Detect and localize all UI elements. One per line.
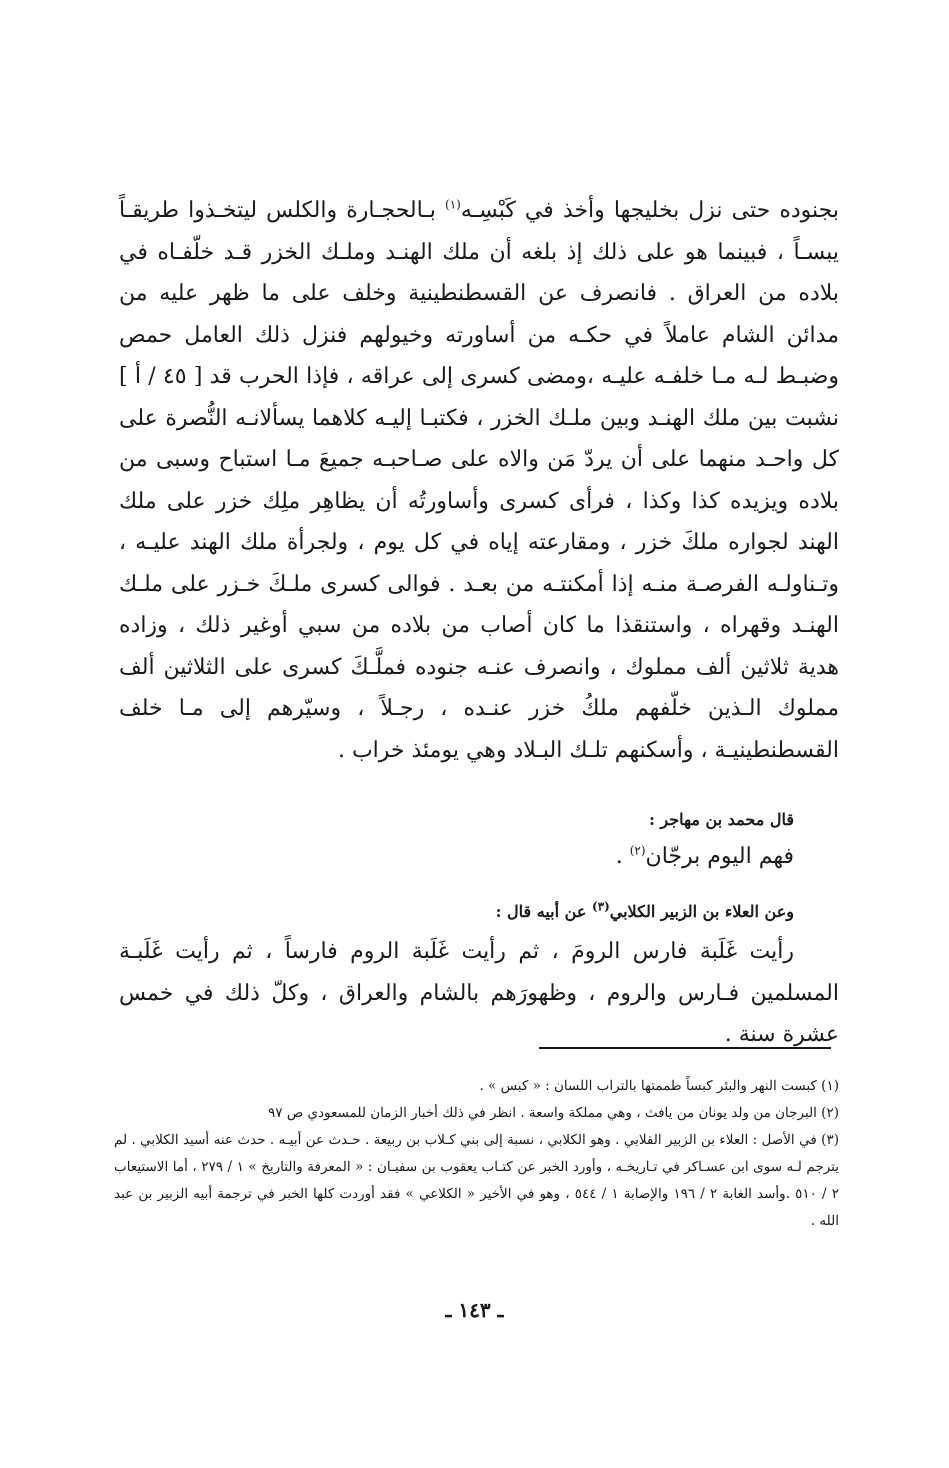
main-paragraph-part-1: بجنوده حتى نزل بخليجها وأخذ في كَبْسِـه — [460, 198, 839, 223]
body-text — [119, 190, 839, 1056]
footnote-ref-2: (٢) — [629, 843, 646, 858]
footnote-1: (١) كبست النهر والبئر كبساً طممتها بالتراب اللسان : « كبس » . — [479, 1078, 839, 1094]
speaker-1-quote-end: . — [615, 844, 630, 869]
footnote-3: (٣) في الأصل : العلاء بن الزبير القلابي . وهو الكلابي ، نسبة إلى بني كـلاب بن ربيعة . حـدث عن أبيـه . حدث عنه أسيد الكلابي . لم يترجم لـه سوى ابن عسـاكر في تـاريخـه ، وأورد الخبر عن كتـاب يعقوب بن سفيـان : « المعرفة والتاريخ » ١ / ٢٧٩ ، أما الاستيعاب ٢ / ٥١٠ .وأسد الغابة ٢ / ١٩٦ والإصابة ١ / ٥٤٤ ، وهو في الأخير « الكلاعي » فقد أوردت كلها الخبر في ترجمة أبيه الزبير بن عبد الله . — [114, 1132, 839, 1229]
main-paragraph — [119, 190, 839, 771]
page-number: ـ ١٤٣ ـ — [445, 1298, 504, 1322]
speaker-1-quote: فهم اليوم برجّان — [645, 844, 794, 869]
main-paragraph-part-2: بـالحجـارة والكلس ليتخـذوا طريقـاً يبسـاً ، فبينما هو على ذلك إذ بلغه أن ملك الهنـد وملـك الخزر قـد خلّفـاه في بلاده من العراق . فانصرف عن القسطنطينية وخلف على ما ظهر عليه من مدائن الشام عاملاً في حكـه من أساورته وخيولهم فنزل ذلك العامل حمص وضبـط لـه مـا خلفـه عليـه ،ومضى كسرى إلى عراقه ، فإذا الحرب قد [ ٤٥ / أ ] نشبت بين ملك الهنـد وبين ملـك الخزر ، فكتبـا إليـه كلاهما يسألانـه النُّصرة على كل واحـد منهما على أن يردّ مَن والاه على صـاحبـه جميعَ مـا استباح وسبى من بلاده ويزيده كذا وكذا ، فرأى كسرى وأساورتُه أن يظاهِر ملِك خزر على ملك الهند لجواره ملكَ خزر ، ومقارعته إياه في كل يوم ، ولجرأة ملك الهند عليـه ، وتـناولـه الفرصـة منـه إذا أمكنتـه من بعـد . فوالى كسرى ملـكَ خـزر على ملـك الهنـد وقهراه ، واستنقذا ما كان أصاب من بلاده من سبي أوغير ذلك ، وزاده هدية ثلاثين ألف مملوك ، وانصرف عنـه جنوده فملَّـكَ كسرى على الثلاثين ألف مملوك الـذين خلّفهم ملكُ خزر عنـده ، رجـلاً ، وسيّرهم إلى مـا خلف القسطنطينيـة ، وأسكنهم تلـك البـلاد وهي يومئذ خراب . — [119, 198, 839, 763]
speaker-1-line: قال محمد بن مهاجر : — [648, 810, 794, 829]
speaker-1-quote-line — [119, 839, 839, 875]
footnote-divider — [539, 1047, 831, 1049]
speaker-2-line — [119, 897, 839, 927]
footnote-ref-3: (٣) — [591, 899, 610, 914]
speaker-2-name-end: عن أبيه قال : — [495, 902, 592, 921]
footnotes — [114, 1073, 839, 1235]
footnote-2: (٢) البرجان من ولد يونان من يافث ، وهي مملكة واسعة . انظر في ذلك أخبار الزمان للمسعودي ص ٩٧ — [268, 1105, 839, 1121]
speaker-2-name: وعن العلاء بن الزبير الكلابي — [609, 902, 794, 921]
footnote-ref-1: (١) — [445, 197, 461, 212]
speaker-2-quote: رأيت غَلَبة فارس الرومَ ، ثم رأيت غَلَبة الروم فارساً ، ثم رأيت غَلَبـة المسلمين فـارس والروم ، وظهورَهم بالشام والعراق ، وكلّ ذلك في خمس عشرة سنة . — [119, 939, 839, 1047]
